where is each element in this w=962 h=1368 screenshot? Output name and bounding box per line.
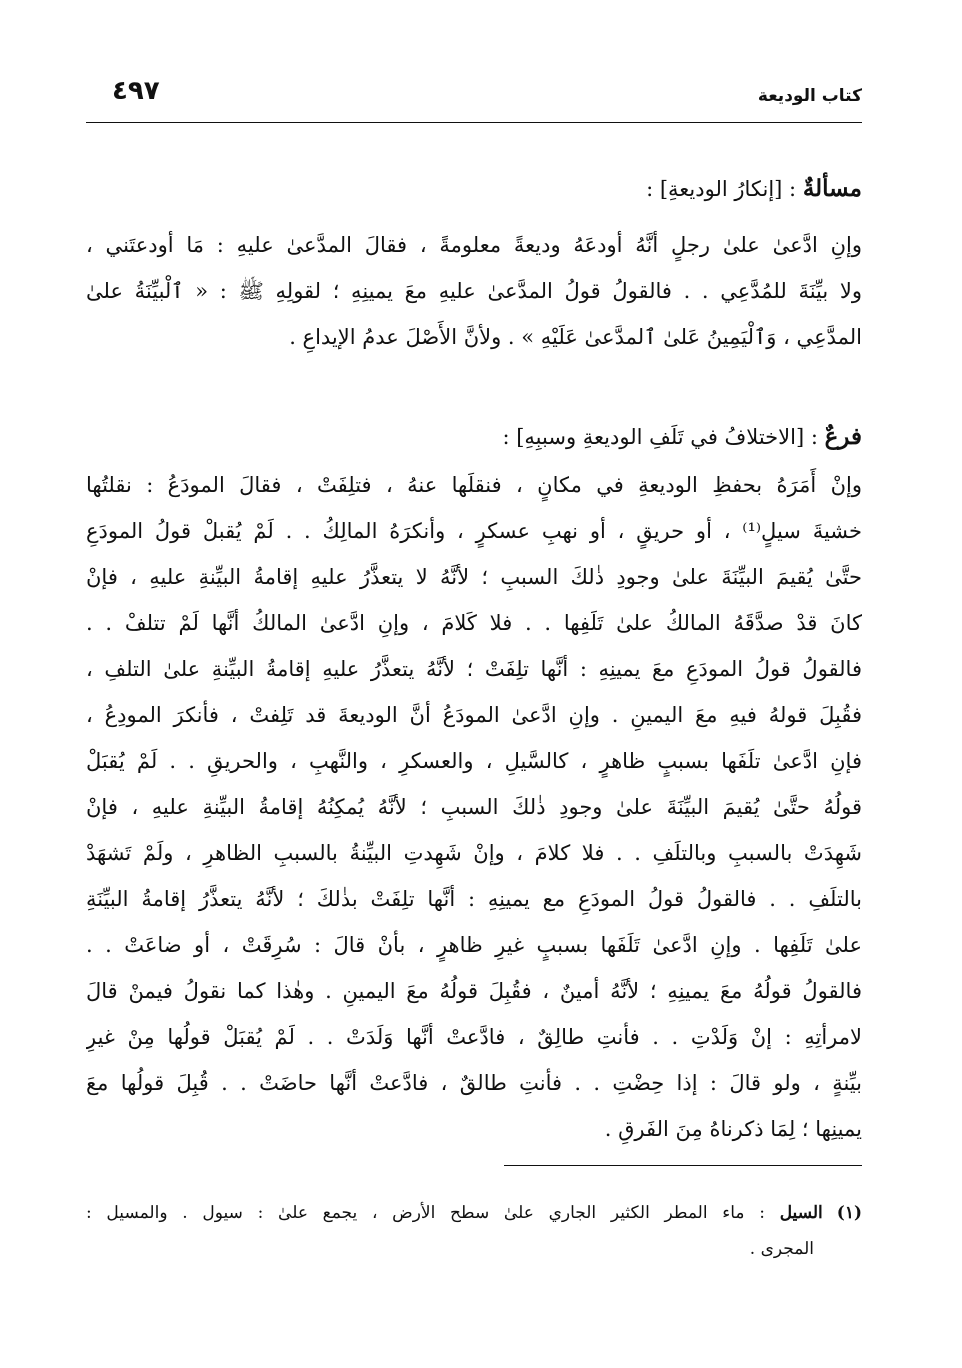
footnote-line: المجرى . [749, 1239, 814, 1259]
footnote-number: (١) [836, 1203, 862, 1223]
paragraph-line: خشيةَ سيلٍ⁽¹⁾ ، أو حريقٍ ، أو نهبِ عسكرٍ ، وأنكرَهُ المالِكُ . . لَمْ يُقبلْ قولُ المودَعِ [86, 519, 862, 543]
section-heading-masala [86, 166, 862, 212]
book-title: كتاب الوديعة [757, 86, 862, 106]
paragraph-line: وإنِ ادَّعىٰ علىٰ رجلٍ أنَّهُ أودعَهُ وديعةً معلومةً ، فقالَ المدَّعىٰ عليهِ : مَا أودعتَني ، [86, 233, 862, 257]
footnote-divider [504, 1165, 862, 1166]
heading-keyword: مسألةٌ [802, 175, 862, 202]
paragraph-line: المدَّعِي ، وَٱلْيَمِينُ عَلىٰ ٱلمدَّعىٰ عَلَيْهِ » . ولأنَّ الأَصْلَ عدمُ الإيداعِ . [289, 325, 862, 349]
heading-keyword: فرعٌ [824, 423, 862, 450]
footnote-text: : ماء المطر الكثير الجاري علىٰ سطح الأرض ، يجمع علىٰ : سيول . والمسيل : [86, 1203, 780, 1223]
paragraph-line: ولا بيِّنَةَ للمُدَّعِي . . فالقولُ قولُ المدَّعىٰ عليهِ معَ يمينِهِ ؛ لقولِهِ ﷺ : « ٱلْبيِّنَةُ علىٰ [86, 279, 862, 303]
paragraph-line: لامرأتِهِ : إنْ وَلَدْتِ . . فأنتِ طالِقٌ ، فادَّعتْ أنَّها وَلَدَتْ . . لَمْ يُقبَلْ قولُها مِنْ غيرِ [86, 1025, 862, 1049]
section-heading-far [86, 414, 862, 460]
footnote-term: السيل [779, 1203, 823, 1223]
paragraph-line: يمينِها ؛ لِمَا ذكرناهُ مِنَ الفَرقِ . [604, 1117, 862, 1141]
heading-title: : [إنكارُ الوديعةِ] : [646, 177, 803, 201]
paragraph-line: كانَ قدْ صدَّقَهُ المالكُ علىٰ تَلَفِها . . فلا كَلامَ ، وإنِ ادَّعىٰ المالكُ أنَّها لَمْ تتلفْ . . [86, 611, 862, 635]
paragraph-line: علىٰ تَلَفِها . وإنِ ادَّعىٰ تَلَفَها بسببٍ غيرِ ظاهرٍ ، بأنْ قالَ : سُرِقَتْ ، أو ضاعَتْ . . [86, 933, 862, 957]
paragraph-line: وإنْ أَمَرَهُ بحفظِ الوديعةِ في مكانٍ ، فنقلَها عنهُ ، فتلِفَتْ ، فقالَ المودَعُ : نقلتُها [86, 473, 862, 497]
paragraph-line: حتَّىٰ يُقيمَ البيِّنَةَ علىٰ وجودِ ذٰلكَ السببِ ؛ لأنَّهُ لا يتعذَّرُ عليهِ إقامةُ البيِّنةِ عليهِ ، فإنْ [86, 565, 862, 589]
paragraph-line: فالقولُ قولُ المودَعِ معَ يمينِهِ : أنَّها تلِفَتْ ؛ لأنَّهُ يتعذَّرُ عليهِ إقامةُ البيِّنةِ علىٰ التلفِ ، [86, 657, 862, 681]
paragraph-line: فإنِ ادَّعىٰ تلَفَها بسببٍ ظاهرٍ ، كالسَّيلِ ، والعسكرِ ، والنَّهبِ ، والحريقِ . . لَمْ يُقبَلْ [86, 749, 862, 773]
paragraph-line: فقُبِلَ قولهُ فيهِ معَ اليمينِ . وإنِ ادَّعىٰ المودَعُ أنَّ الوديعةَ قد تَلِفتْ ، فأنكرَ المودِعُ ، [86, 703, 862, 727]
paragraph-line: قولُهُ حتَّىٰ يُقيمَ البيِّنَةَ علىٰ وجودِ ذٰلكَ السببِ ؛ لأنَّهُ يُمكِنُهُ إقامةُ البيِّنةِ عليهِ ، فإنْ [86, 795, 862, 819]
running-header [86, 72, 862, 123]
paragraph-line: شَهِدَتْ بالسببِ وبالتلَفِ . . فلا كلامَ ، وإنْ شَهِدتِ البيِّنةُ بالسببِ الظاهرِ ، ولَمْ تَشهَدْ [86, 841, 862, 865]
paragraph-line: فالقولُ قولُهُ معَ يمينِهِ ؛ لأنَّهُ أمينٌ ، فقُبِلَ قولُهُ معَ اليمينِ . وهٰذا كما نقولُ فيمنْ قالَ [86, 979, 862, 1003]
footnote-line [86, 1195, 862, 1231]
paragraph-line: بيِّنةٍ ، ولو قالَ : إذا حِضْتِ . . فأنتِ طالقٌ ، فادَّعتْ أنَّها حاضَتْ . . قُبِلَ قولُها معَ [86, 1071, 862, 1095]
page-number: ٤٩٧ [112, 76, 160, 106]
heading-title: : [الاختلافُ في تَلَفِ الوديعةِ وسببِهِ] : [502, 425, 825, 449]
paragraph-line: بالتلَفِ . . فالقولُ قولُ المودَعِ مع يمينِهِ : أنَّها تلِفَتْ بذٰلكَ ؛ لأنَّهُ يتعذَّرُ إقامةُ البيِّنَةِ [86, 887, 862, 911]
